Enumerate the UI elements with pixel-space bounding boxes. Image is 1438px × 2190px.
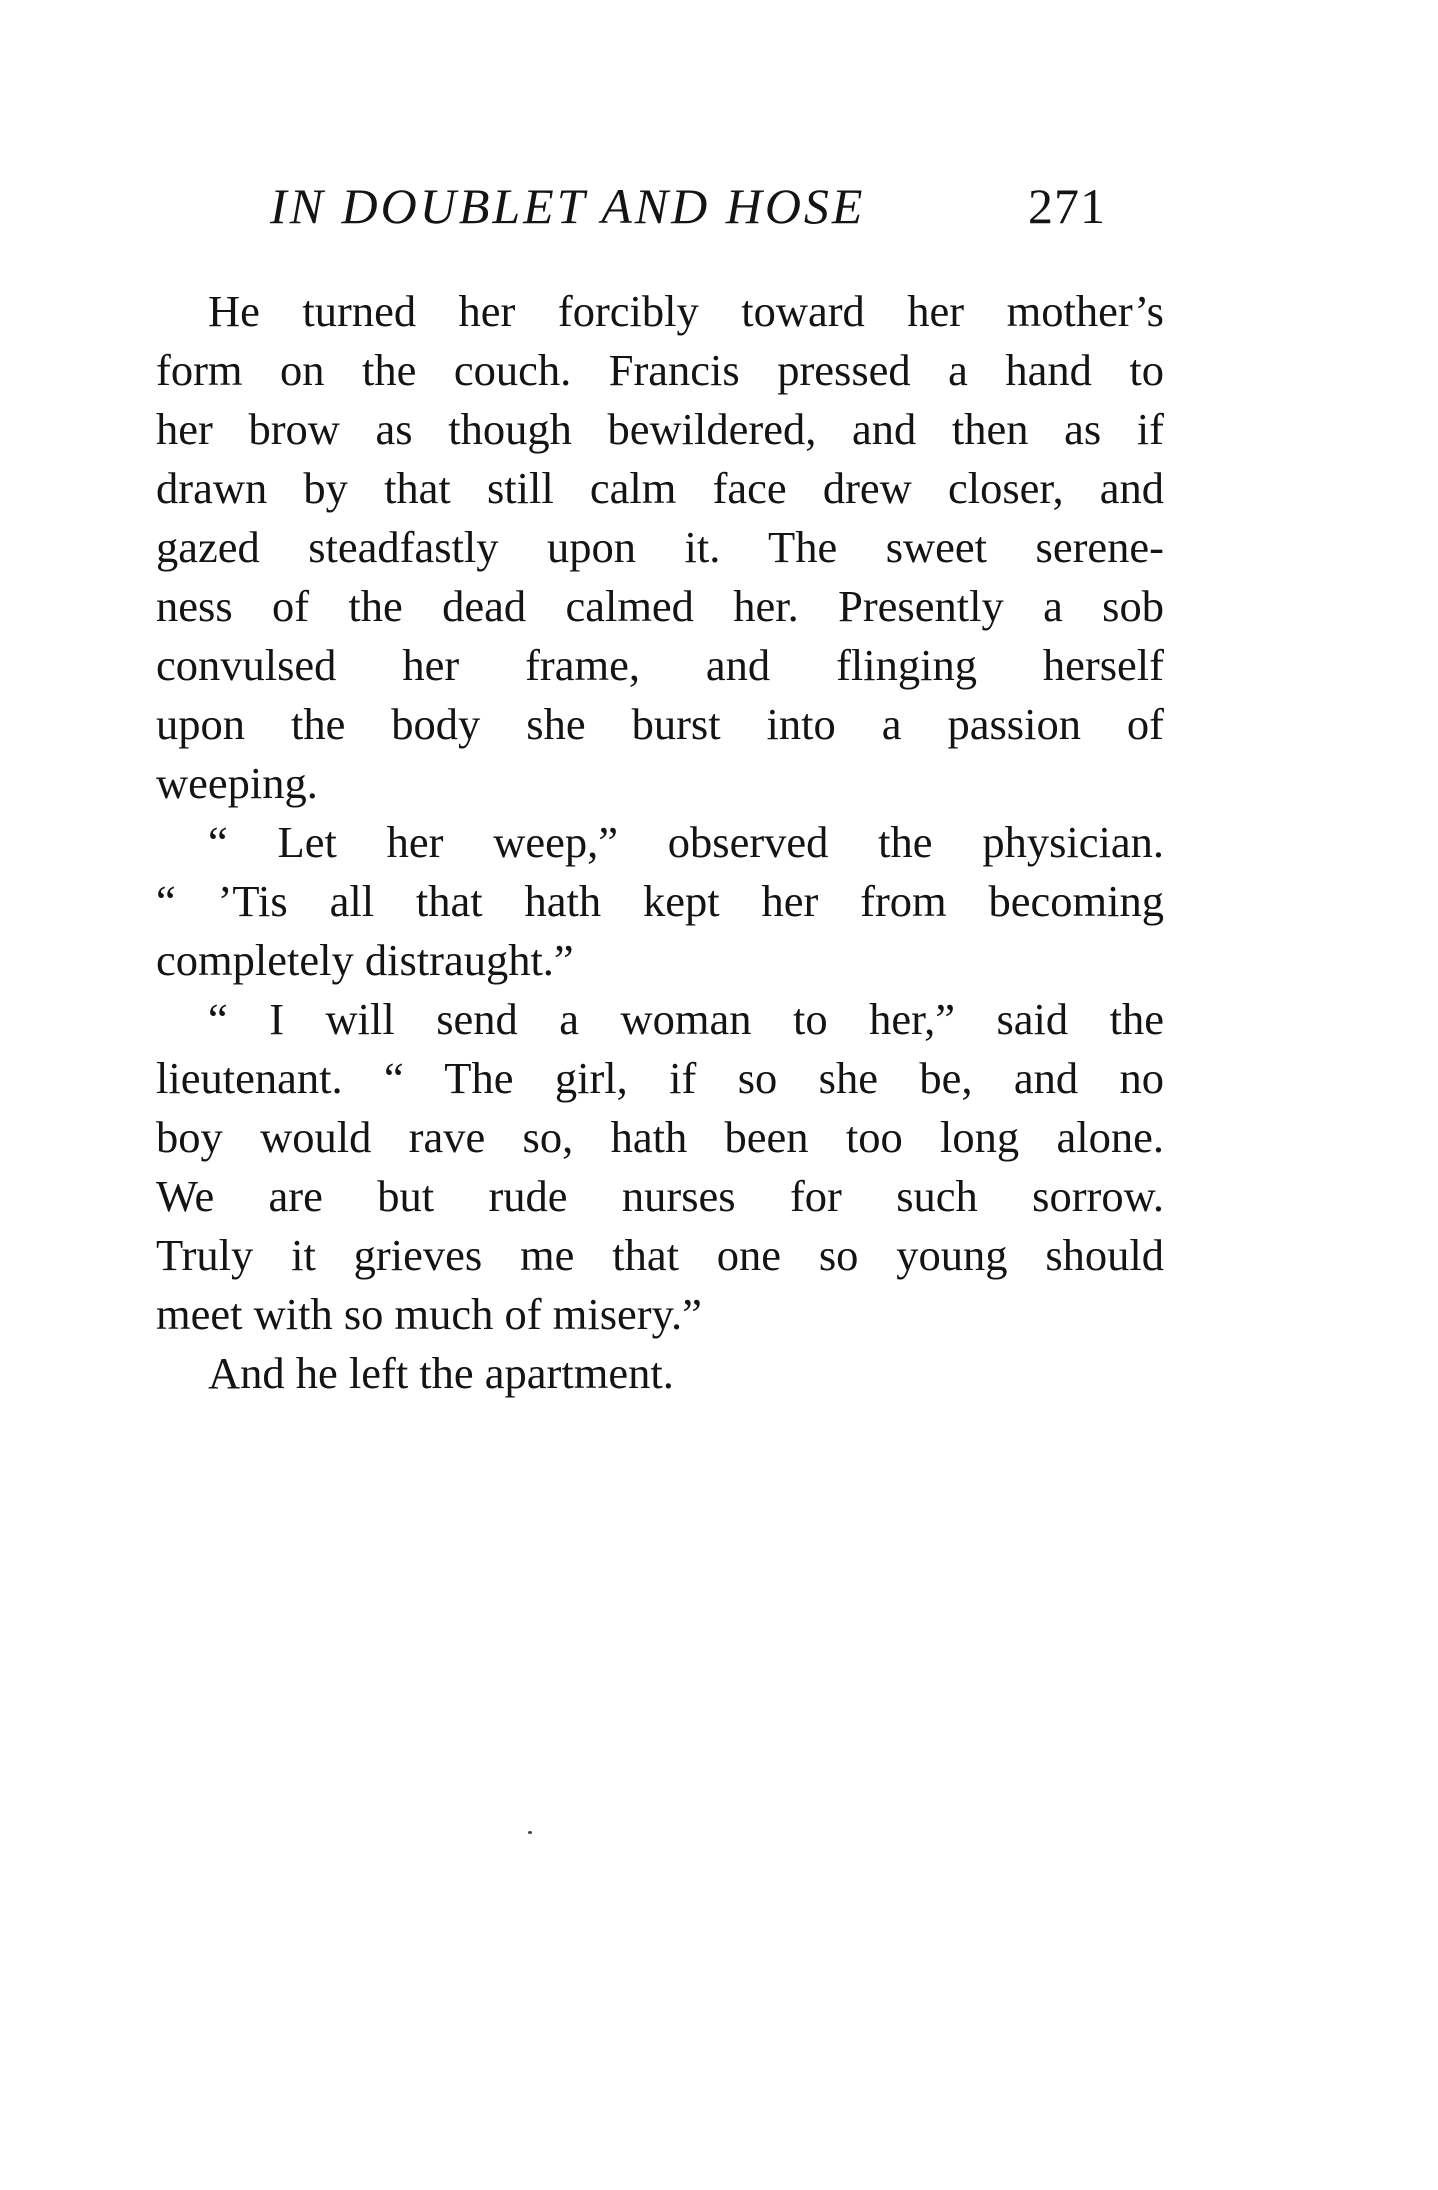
text-line: “ I will send a woman to her,” said the (208, 994, 1164, 1044)
text-line: gazed steadfastly upon it. The sweet serene- (156, 522, 1164, 572)
text-line: “ Let her weep,” observed the physician. (208, 817, 1164, 867)
text-line: Truly it grieves me that one so young should (156, 1230, 1164, 1280)
text-line: We are but rude nurses for such sorrow. (156, 1171, 1164, 1221)
ink-speck (528, 1831, 532, 1834)
text-line: And he left the apartment. (208, 1348, 674, 1398)
text-line: “ ’Tis all that hath kept her from becoming (156, 876, 1164, 926)
text-line: completely distraught.” (156, 935, 574, 985)
text-line: form on the couch. Francis pressed a hand to (156, 345, 1164, 395)
text-line: convulsed her frame, and flinging herself (156, 640, 1164, 690)
running-head (270, 176, 1170, 236)
text-line: boy would rave so, hath been too long alone. (156, 1112, 1164, 1162)
text-line: her brow as though bewildered, and then as if (156, 404, 1164, 454)
text-line: He turned her forcibly toward her mother’s (208, 286, 1164, 336)
text-line: ness of the dead calmed her. Presently a sob (156, 581, 1164, 631)
text-line: weeping. (156, 758, 318, 808)
text-line: meet with so much of misery.” (156, 1289, 702, 1339)
page-number: 271 (1028, 178, 1106, 234)
text-line: drawn by that still calm face drew closer, and (156, 463, 1164, 513)
running-title: IN DOUBLET AND HOSE (270, 178, 866, 234)
text-line: upon the body she burst into a passion of (156, 699, 1164, 749)
text-line: lieutenant. “ The girl, if so she be, and no (156, 1053, 1164, 1103)
